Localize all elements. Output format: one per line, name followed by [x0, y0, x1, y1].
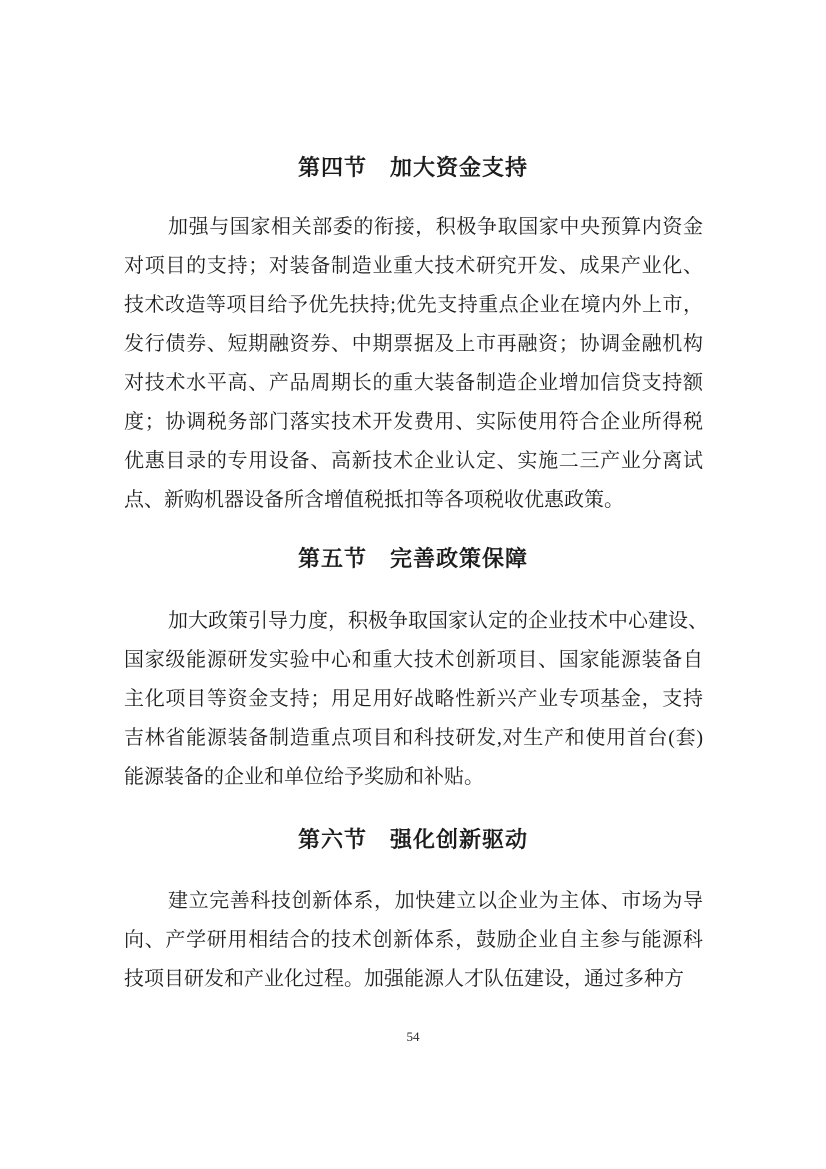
paragraph-line: 优惠目录的专用设备、高新技术企业认定、实施二三产业分离试 [124, 450, 703, 472]
paragraph-line: 技项目研发和产业化过程。加强能源人才队伍建设，通过多种方 [124, 968, 684, 990]
paragraph-line: 对项目的支持；对装备制造业重大技术研究开发、成果产业化、 [124, 255, 703, 277]
paragraph-line: 国家级能源研发实验中心和重大技术创新项目、国家能源装备自 [124, 649, 703, 671]
section-6-paragraph [124, 882, 703, 999]
paragraph-line: 技术改造等项目给予优先扶持;优先支持重点企业在境内外上市， [124, 294, 703, 316]
paragraph-line: 建立完善科技创新体系，加快建立以企业为主体、市场为导 [168, 890, 703, 912]
paragraph-line: 向、产学研用相结合的技术创新体系，鼓励企业自主参与能源科 [124, 929, 703, 951]
paragraph-line: 加大政策引导力度，积极争取国家认定的企业技术中心建设、 [168, 610, 708, 632]
section-4-heading: 第四节 加大资金支持 [297, 155, 528, 180]
paragraph-line: 度；协调税务部门落实技术开发费用、实际使用符合企业所得税 [124, 411, 703, 433]
section-5-heading: 第五节 完善政策保障 [297, 546, 528, 571]
section-5-paragraph [124, 602, 708, 797]
page-number: 54 [406, 1029, 420, 1044]
paragraph-line: 对技术水平高、产品周期长的重大装备制造企业增加信贷支持额 [124, 372, 703, 394]
paragraph-line: 加强与国家相关部委的衔接，积极争取国家中央预算内资金 [168, 216, 703, 238]
section-4-paragraph [124, 208, 703, 520]
paragraph-line: 能源装备的企业和单位给予奖励和补贴。 [124, 766, 484, 788]
paragraph-line: 吉林省能源装备制造重点项目和科技研发,对生产和使用首台(套) [124, 727, 703, 749]
paragraph-line: 点、新购机器设备所含增值税抵扣等各项税收优惠政策。 [124, 489, 624, 511]
paragraph-line: 主化项目等资金支持；用足用好战略性新兴产业专项基金，支持 [124, 688, 703, 710]
paragraph-line: 发行债券、短期融资券、中期票据及上市再融资；协调金融机构 [124, 333, 703, 355]
section-6-heading: 第六节 强化创新驱动 [297, 827, 528, 852]
